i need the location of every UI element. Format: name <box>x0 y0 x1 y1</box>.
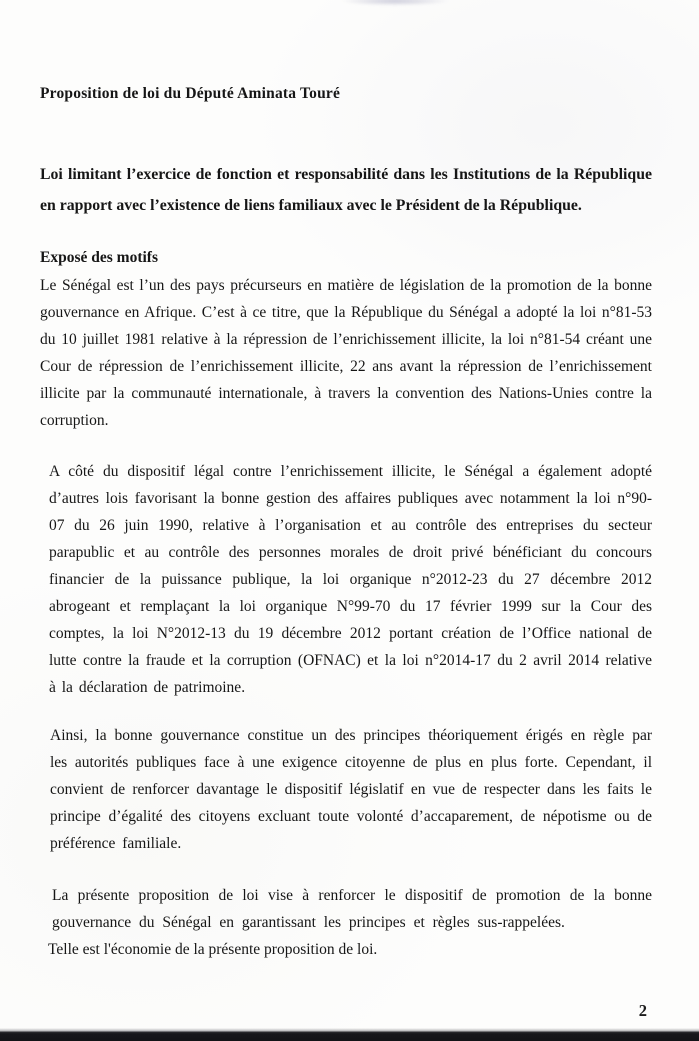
paragraph-2: A côté du dispositif légal contre l’enrichissement illicite, le Sénégal a également adopté d’autres lois favorisant la bonne gestion des affaires publiques avec notamment la loi n°90-07 du 26 juin 1990, relative à l’organisation et au contrôle des entreprises du secteur parapublic et au contrôle des personnes morales de droit privé bénéficiant du concours financier de la puissance publique, la loi organique n°2012-23 du 27 décembre 2012 abrogeant et remplaçant la loi organique N°99-70 du 17 février 1999 sur la Cour des comptes, la loi N°2012-13 du 19 décembre 2012 portant création de l’Office national de lutte contre la fraude et la corruption (OFNAC) et la loi n°2014-17 du 2 avril 2014 relative à la déclaration de patrimoine. <box>49 463 652 696</box>
law-title: Loi limitant l’exercice de fonction et responsabilité dans les Institutions de la République en rapport avec l’existence de liens familiaux avec le Président de la République. <box>40 166 652 214</box>
page-number: 2 <box>638 1001 647 1020</box>
paragraph-4: La présente proposition de loi vise à renforcer le dispositif de promotion de la bonne gouvernance du Sénégal en garantissant les principes et règles sus-rappelées. <box>52 887 652 931</box>
document-body <box>40 80 652 963</box>
closing-line: Telle est l'économie de la présente proposition de loi. <box>48 941 378 958</box>
document-title: Proposition de loi du Député Aminata Touré <box>40 85 341 102</box>
scan-edge-bottom-bar <box>0 1028 699 1041</box>
paragraph-1: Le Sénégal est l’un des pays précurseurs en matière de législation de la promotion de la bonne gouvernance en Afrique. C’est à ce titre, que la République du Sénégal a adopté la loi n°81-53 du 10 juillet 1981 relative à la répression de l’enrichissement illicite, la loi n°81-54 créant une Cour de répression de l’enrichissement illicite, 22 ans avant la répression de l’enrichissement illicite par la communauté internationale, à travers la convention des Nations-Unies contre la corruption. <box>40 277 652 429</box>
scan-artifact-smudge <box>340 0 450 6</box>
paragraph-3: Ainsi, la bonne gouvernance constitue un des principes théoriquement érigés en règle par les autorités publiques face à une exigence citoyenne de plus en plus forte. Cependant, il convient de renforcer davantage le dispositif législatif en vue de respecter dans les faits le principe d’égalité des citoyens excluant toute volonté d’accaparement, de népotisme ou de préférence familiale. <box>50 727 652 852</box>
section-heading-expose-des-motifs: Exposé des motifs <box>40 249 158 266</box>
